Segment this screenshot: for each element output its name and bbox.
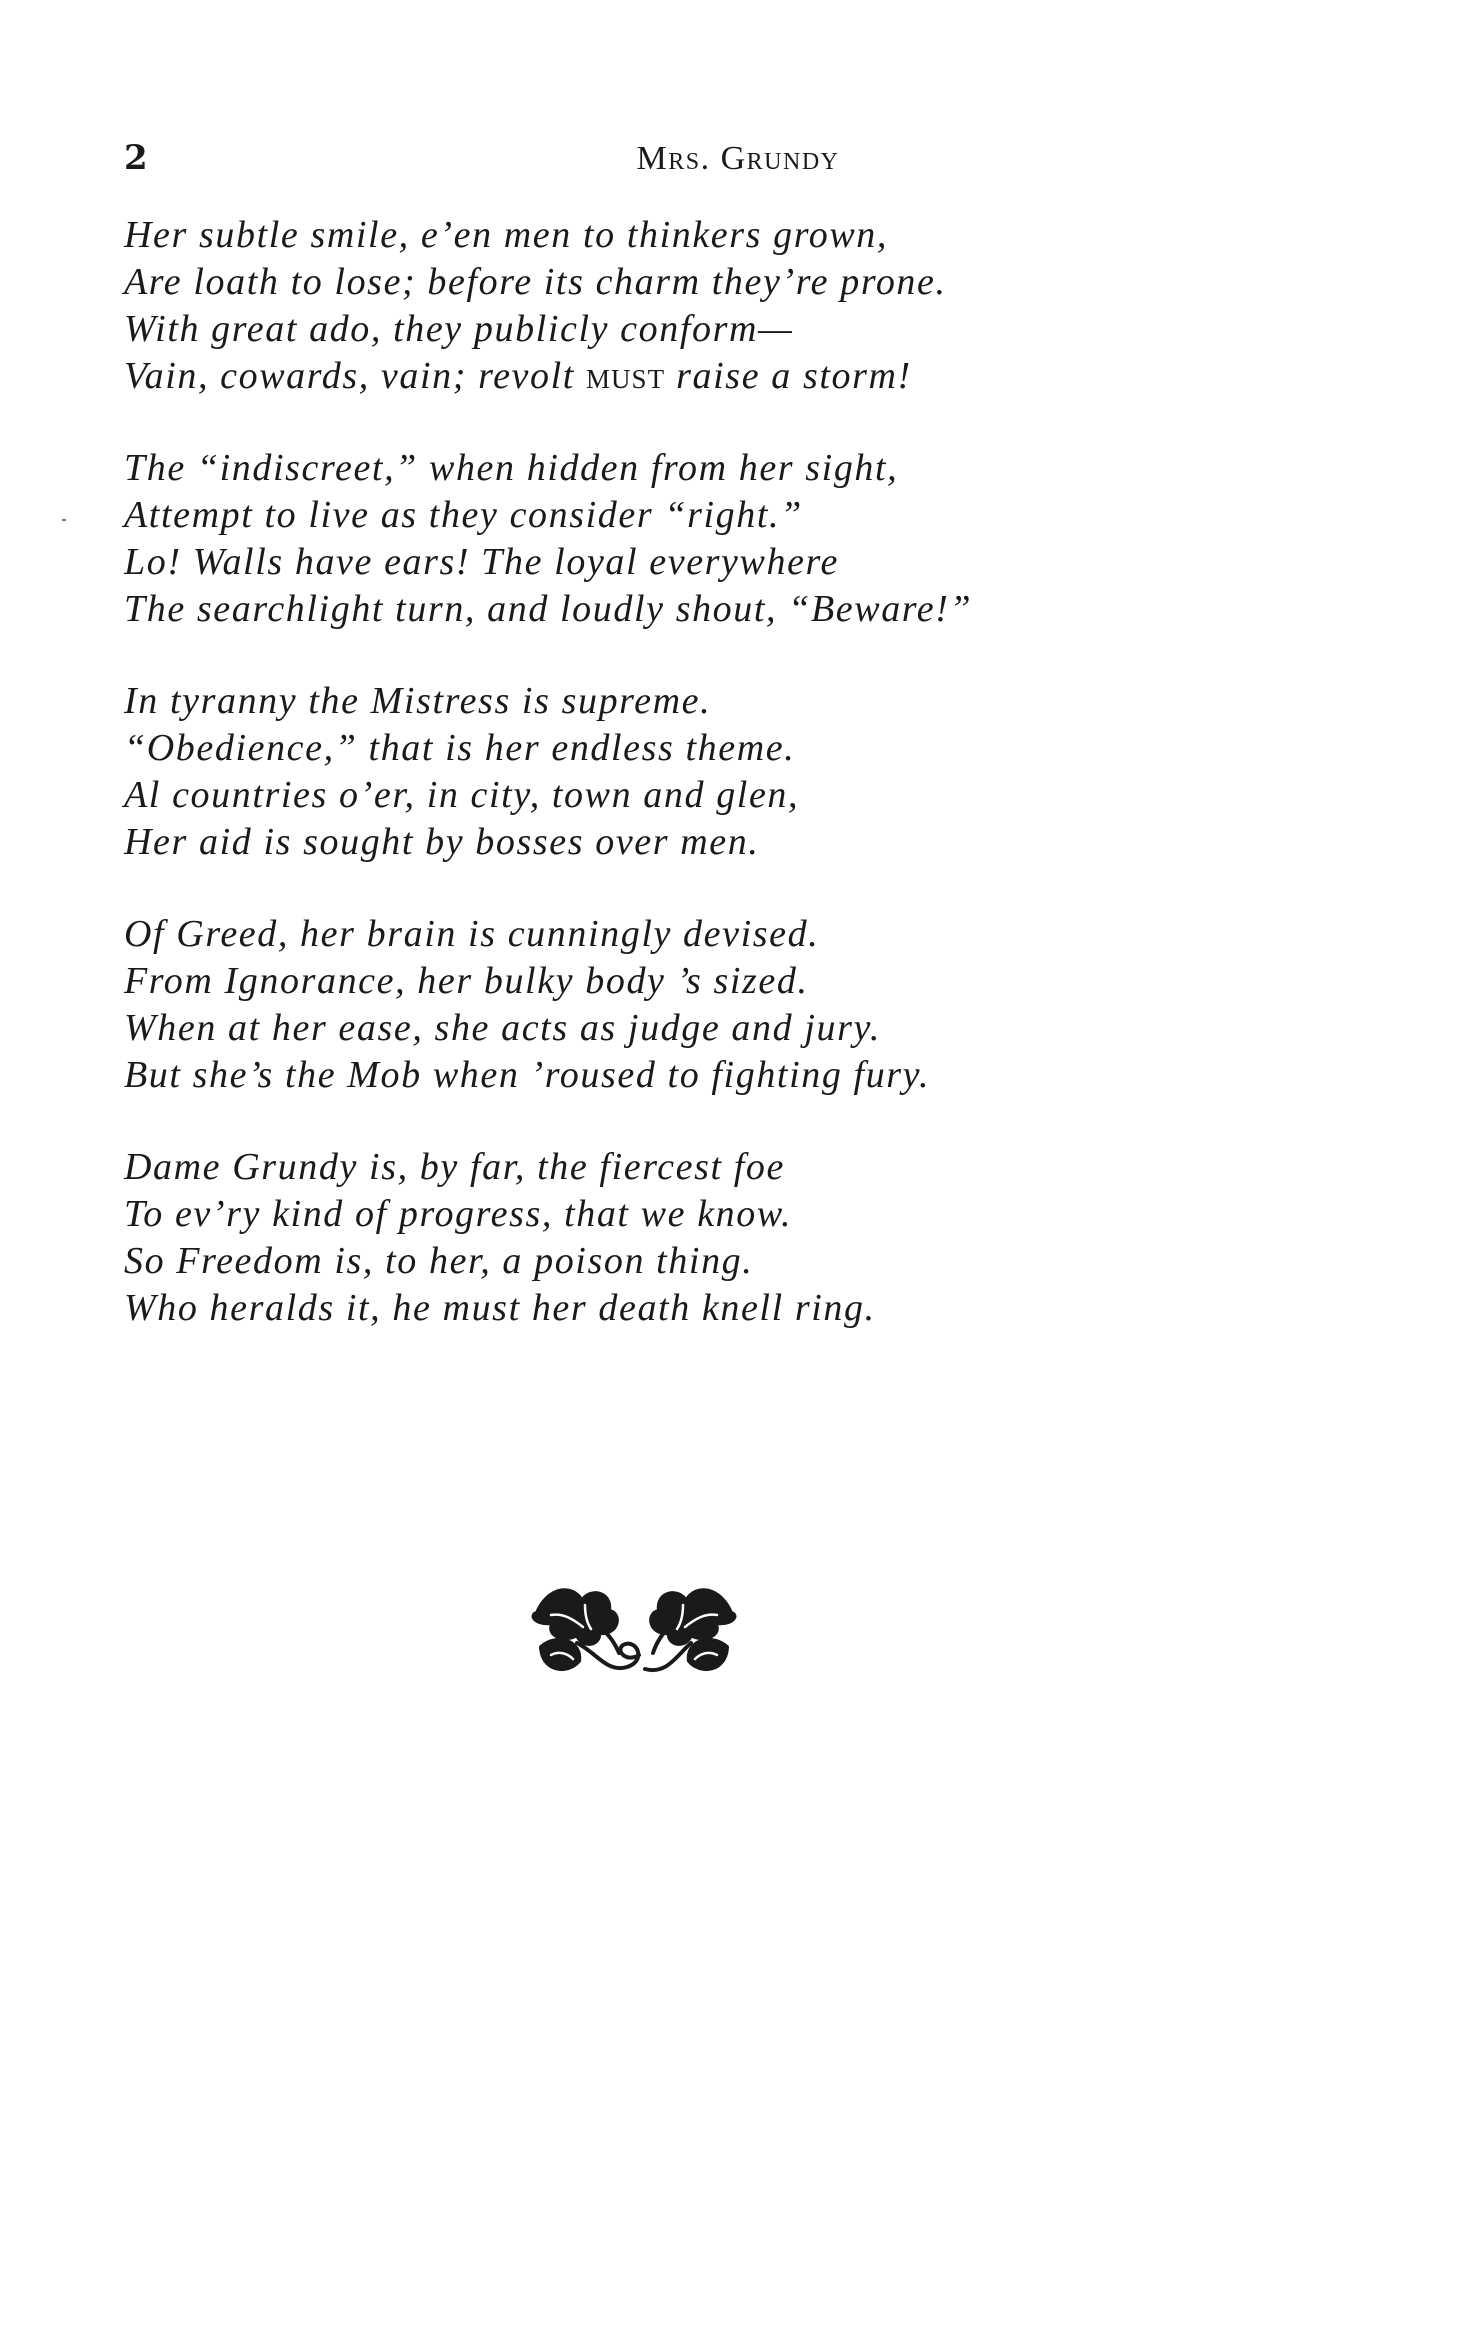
stanza-2 — [124, 445, 1374, 633]
poem-line: Al countries o’er, in city, town and glen, — [124, 774, 800, 816]
poem-line: Who heralds it, he must her death knell ring. — [124, 1287, 876, 1329]
poem-body — [124, 212, 1374, 1377]
line-segment: raise a storm! — [665, 355, 912, 397]
small-caps-word: must — [586, 355, 666, 397]
stanza-4 — [124, 911, 1374, 1099]
stray-print-mark — [62, 519, 66, 521]
poem-line: To ev’ry kind of progress, that we know. — [124, 1193, 793, 1235]
stanza-3 — [124, 678, 1374, 866]
running-title: Mrs. Grundy — [636, 140, 840, 177]
leaf-vine-ornament-icon — [527, 1583, 741, 1681]
line-segment: Vain, cowards, vain; revolt — [124, 355, 587, 397]
page-number: 2 — [124, 138, 148, 178]
poem-line: Attempt to live as they consider “right.” — [124, 494, 803, 536]
poem-line: Of Greed, her brain is cunningly devised. — [124, 913, 820, 955]
poem-line: The “indiscreet,” when hidden from her sight, — [124, 447, 899, 489]
poem-line: When at her ease, she acts as judge and jury. — [124, 1007, 881, 1049]
poem-line: With great ado, they publicly conform— — [124, 308, 794, 350]
poem-line: “Obedience,” that is her endless theme. — [124, 727, 796, 769]
poem-line: Are loath to lose; before its charm they’re prone. — [124, 261, 947, 303]
poem-line: So Freedom is, to her, a poison thing. — [124, 1240, 754, 1282]
poem-line: Her subtle smile, e’en men to thinkers grown, — [124, 214, 888, 256]
stanza-5 — [124, 1144, 1374, 1332]
poem-line: From Ignorance, her bulky body ’s sized. — [124, 960, 809, 1002]
poem-line: Dame Grundy is, by far, the fiercest foe — [124, 1146, 785, 1188]
poem-line: Lo! Walls have ears! The loyal everywhere — [124, 541, 839, 583]
poem-line: Her aid is sought by bosses over men. — [124, 821, 760, 863]
stanza-1 — [124, 212, 1374, 400]
poem-line: In tyranny the Mistress is supreme. — [124, 680, 712, 722]
poem-line — [124, 353, 1374, 400]
poem-line: But she’s the Mob when ’roused to fighting fury. — [124, 1054, 931, 1096]
poem-line: The searchlight turn, and loudly shout, “Beware!” — [124, 588, 973, 630]
